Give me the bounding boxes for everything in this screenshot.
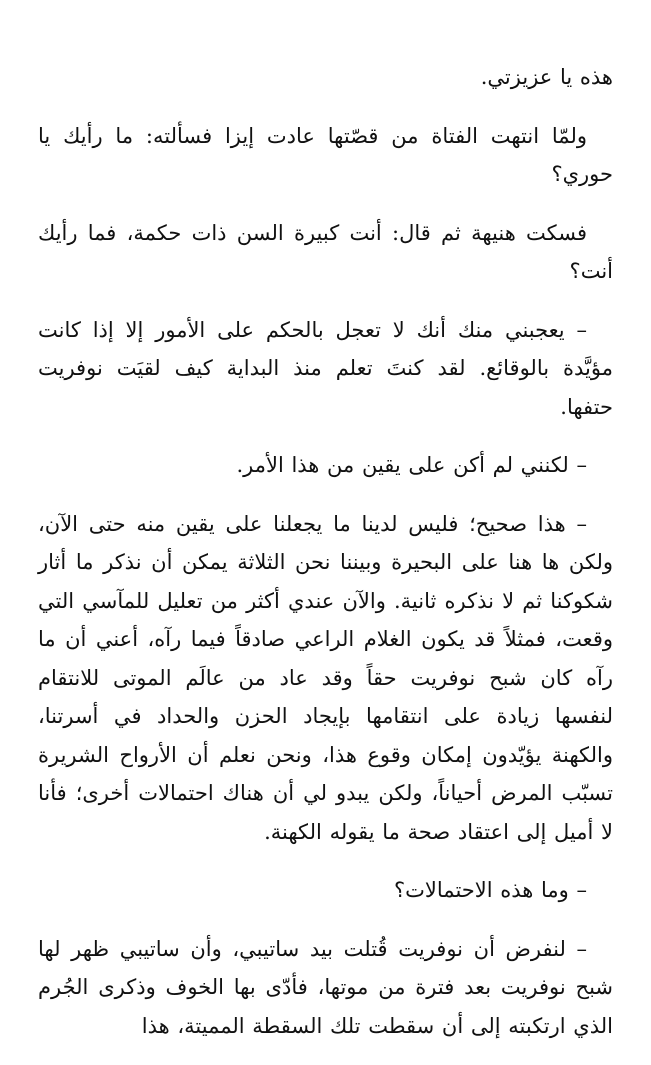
paragraph-2: ولمّا انتهت الفتاة من قصّتها عادت إيزا فسألته: ما رأيك يا حوري؟ <box>38 123 613 186</box>
paragraph-7: – وما هذه الاحتمالات؟ <box>394 878 587 902</box>
paragraph-1: هذه يا عزيزتي. <box>480 65 613 89</box>
paragraph-6: – هذا صحيح؛ فليس لدينا ما يجعلنا على يقين منه حتى الآن، ولكن ها هنا على البحيرة وبيننا نحن الثلاثة يمكن أن نذكر ما أثار شكوكنا ثم لا نذكره ثانية. والآن عندي أكثر من تعليل للمآسي التي وقعت، فمثلاً قد يكون الغلام الراعي صادقاً فيما رآه، أعني أن ما رآه كان شبح نوفريت حقاً وقد عاد من عالَم الموتى للانتقام لنفسها زيادة على انتقامها بإيجاد الحزن والحداد في أسرتنا، والكهنة يؤيّدون إمكان وقوع هذا، ونحن نعلم أن الأرواح الشريرة تسبّب المرض أحياناً، ولكن يبدو لي أن هناك احتمالات أخرى؛ فأنا لا أميل إلى اعتقاد صحة ما يقوله الكهنة. <box>38 511 613 844</box>
book-page <box>38 58 613 1065</box>
paragraph-8: – لنفرض أن نوفريت قُتلت بيد ساتيبي، وأن ساتيبي ظهر لها شبح نوفريت بعد فترة من موتها، فأدّى بها الخوف وذكرى الجُرم الذي ارتكبته إلى أن سقطت تلك السقطة المميتة، هذا <box>38 936 613 1038</box>
paragraph-3: فسكت هنيهة ثم قال: أنت كبيرة السن ذات حكمة، فما رأيك أنت؟ <box>38 220 613 283</box>
paragraph-4: – يعجبني منك أنك لا تعجل بالحكم على الأمور إلا إذا كانت مؤيَّدة بالوقائع. لقد كنتَ تعلم منذ البداية كيف لقيَت نوفريت حتفها. <box>38 317 613 419</box>
paragraph-5: – لكنني لم أكن على يقين من هذا الأمر. <box>236 453 587 477</box>
